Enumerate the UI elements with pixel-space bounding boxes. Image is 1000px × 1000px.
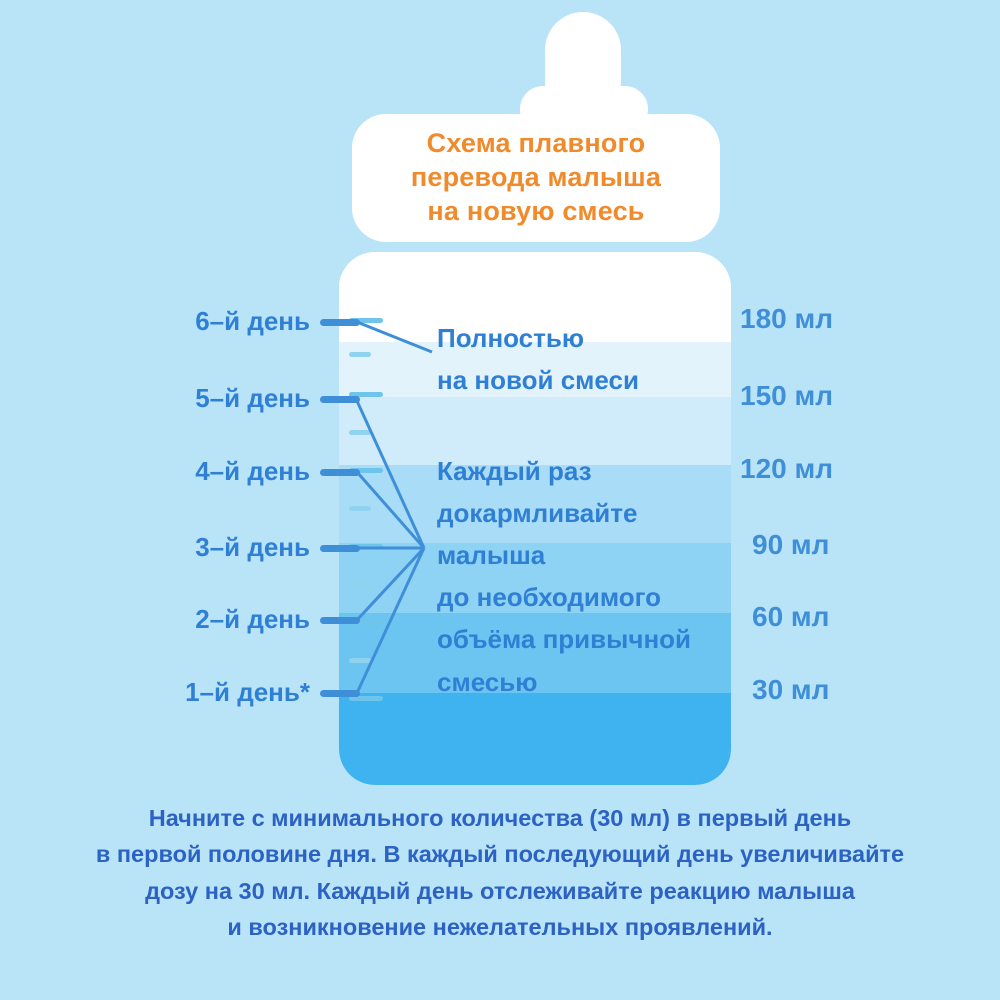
volume-label-150: 150 мл xyxy=(740,380,833,411)
callout-main-line-6: смесью xyxy=(437,666,538,697)
day-dash-6 xyxy=(320,319,360,326)
title-line-3: на новую смесь xyxy=(427,195,645,226)
footer-line-3: дозу на 30 мл. Каждый день отслеживайте реакцию малыша xyxy=(145,877,855,904)
callout-top-line-1: Полностью xyxy=(437,323,585,353)
ruler-tick-minor xyxy=(349,352,371,357)
day-dash-4 xyxy=(320,469,360,476)
ruler-tick-minor xyxy=(349,658,371,663)
volume-label-90: 90 мл xyxy=(752,529,830,560)
footer-line-4: и возникновение нежелательных проявлений. xyxy=(227,914,773,941)
callout-top-line-2: на новой смеси xyxy=(437,364,639,395)
volume-label-180: 180 мл xyxy=(740,303,833,334)
ruler-tick-minor xyxy=(349,506,371,511)
day-label-6: 6–й день xyxy=(195,306,310,336)
callout-main-line-1: Каждый раз xyxy=(437,456,592,486)
volume-label-120: 120 мл xyxy=(740,453,833,484)
callout-main-line-3: малыша xyxy=(437,540,546,571)
callout-new-formula xyxy=(437,318,639,401)
volume-label-30: 30 мл xyxy=(752,674,830,705)
footer-line-2: в первой половине дня. В каждый последующий день увеличивайте xyxy=(95,841,905,868)
volume-label-60: 60 мл xyxy=(752,601,830,632)
day-label-4: 4–й день xyxy=(195,456,310,486)
day-label-1: 1–й день* xyxy=(185,677,310,707)
day-dash-2 xyxy=(320,617,360,624)
ruler-tick-minor xyxy=(349,582,371,587)
day-label-2: 2–й день xyxy=(195,604,310,634)
fill-level-30 xyxy=(339,693,731,785)
day-label-5: 5–й день xyxy=(195,383,310,413)
day-label-3: 3–й день xyxy=(195,532,310,562)
title-card xyxy=(352,114,720,242)
day-dash-3 xyxy=(320,545,360,552)
callout-supplement-instructions xyxy=(437,450,691,703)
callout-main-line-5: объёма привычной xyxy=(437,624,692,655)
ruler-tick-minor xyxy=(349,430,371,435)
footer-line-1: Начните с минимального количества (30 мл) в первый день xyxy=(148,805,852,831)
callout-main-line-2: докармливайте xyxy=(437,498,638,529)
callout-main-line-4: до необходимого xyxy=(437,582,662,613)
page-title xyxy=(411,127,661,228)
title-line-2: перевода малыша xyxy=(410,162,662,193)
footer-note xyxy=(0,800,1000,946)
day-dash-1 xyxy=(320,690,360,697)
title-line-1: Схема плавного xyxy=(426,128,646,159)
day-dash-5 xyxy=(320,396,360,403)
